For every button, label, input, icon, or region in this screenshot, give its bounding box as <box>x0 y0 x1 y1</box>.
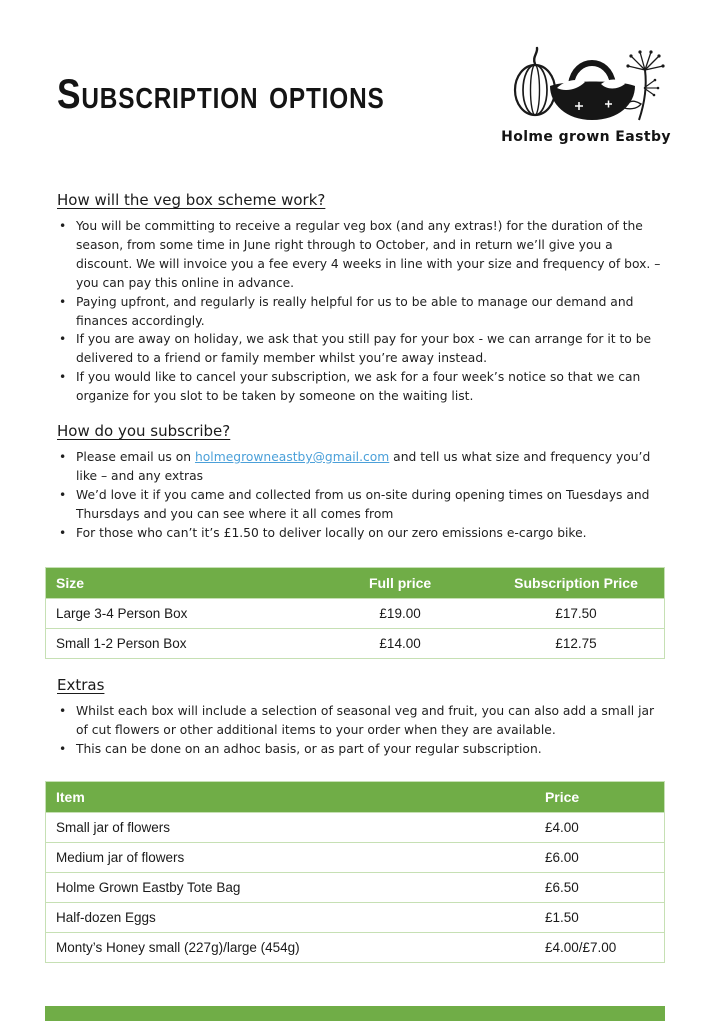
table-row <box>46 933 665 963</box>
section-heading-how-to-subscribe: How do you subscribe? <box>57 422 231 440</box>
section-how-it-works <box>57 191 667 406</box>
cutoff-table-header-bar <box>45 1006 665 1021</box>
column-header-item: Item <box>46 782 535 813</box>
table-row <box>46 629 665 659</box>
table-cell: £17.50 <box>488 599 664 629</box>
section-heading-how-it-works: How will the veg box scheme work? <box>57 191 326 209</box>
table-cell: Half-dozen Eggs <box>46 903 535 933</box>
table-row <box>46 813 665 843</box>
table-row <box>46 599 665 629</box>
table-row <box>46 903 665 933</box>
logo <box>500 44 672 145</box>
basket-logo-icon <box>505 44 667 128</box>
table-cell: £14.00 <box>312 629 488 659</box>
table-cell: £6.50 <box>535 873 665 903</box>
table-cell: Holme Grown Eastby Tote Bag <box>46 873 535 903</box>
table-cell: Small jar of flowers <box>46 813 535 843</box>
list-item: • Paying upfront, and regularly is really helpful for us to be able to manage our demand and finances accordingly. <box>57 293 667 331</box>
table-cell: £4.00/£7.00 <box>535 933 665 963</box>
bullet-text: Please email us on <box>76 450 195 464</box>
table-cell: £19.00 <box>312 599 488 629</box>
table-cell: £1.50 <box>535 903 665 933</box>
table-cell: £6.00 <box>535 843 665 873</box>
section-extras <box>57 676 667 759</box>
extras-table <box>45 781 665 963</box>
list-item <box>57 448 667 486</box>
list-item: • For those who can’t it’s £1.50 to deliver locally on our zero emissions e-cargo bike. <box>57 524 667 543</box>
bullet-list-how-to-subscribe <box>57 448 667 543</box>
column-header-full-price: Full price <box>312 568 488 599</box>
table-row <box>46 843 665 873</box>
table-cell: Medium jar of flowers <box>46 843 535 873</box>
bullet-text: and tell us what size and frequency you’d like – and any extras <box>76 450 651 483</box>
table-header-row <box>46 568 665 599</box>
column-header-subscription-price: Subscription Price <box>488 568 664 599</box>
price-table <box>45 567 665 659</box>
page-title: Subscription options <box>57 70 385 117</box>
table-cell: Monty’s Honey small (227g)/large (454g) <box>46 933 535 963</box>
table-cell: £4.00 <box>535 813 665 843</box>
column-header-size: Size <box>46 568 313 599</box>
list-item: • We’d love it if you came and collected from us on-site during opening times on Tuesdays and Thursdays and you can see where it all comes from <box>57 486 667 524</box>
table-cell: Small 1-2 Person Box <box>46 629 313 659</box>
list-item: • You will be committing to receive a regular veg box (and any extras!) for the duration of the season, from some time in June right through to October, and in return we’ll give you a discount. We will invoice you a fee every 4 weeks in line with your size and frequency of box. – you can pay this online in advance. <box>57 217 667 293</box>
table-header-row <box>46 782 665 813</box>
list-item: • If you would like to cancel your subscription, we ask for a four week’s notice so that we can organize for you slot to be taken by someone on the waiting list. <box>57 368 667 406</box>
section-how-to-subscribe <box>57 422 667 543</box>
column-header-price: Price <box>535 782 665 813</box>
bullet-list-extras <box>57 702 667 759</box>
logo-caption: Holme grown Eastby <box>501 129 671 145</box>
list-item: • If you are away on holiday, we ask that you still pay for your box - we can arrange for it to be delivered to a friend or family member whilst you’re away instead. <box>57 330 667 368</box>
list-item: • This can be done on an adhoc basis, or as part of your regular subscription. <box>57 740 667 759</box>
list-item: • Whilst each box will include a selection of seasonal veg and fruit, you can also add a small jar of cut flowers or other additional items to your order when they are available. <box>57 702 667 740</box>
table-cell: £12.75 <box>488 629 664 659</box>
email-link[interactable]: holmegrowneastby@gmail.com <box>194 450 390 464</box>
bullet-list-how-it-works <box>57 217 667 406</box>
table-row <box>46 873 665 903</box>
table-cell: Large 3-4 Person Box <box>46 599 313 629</box>
section-heading-extras: Extras <box>57 676 105 694</box>
